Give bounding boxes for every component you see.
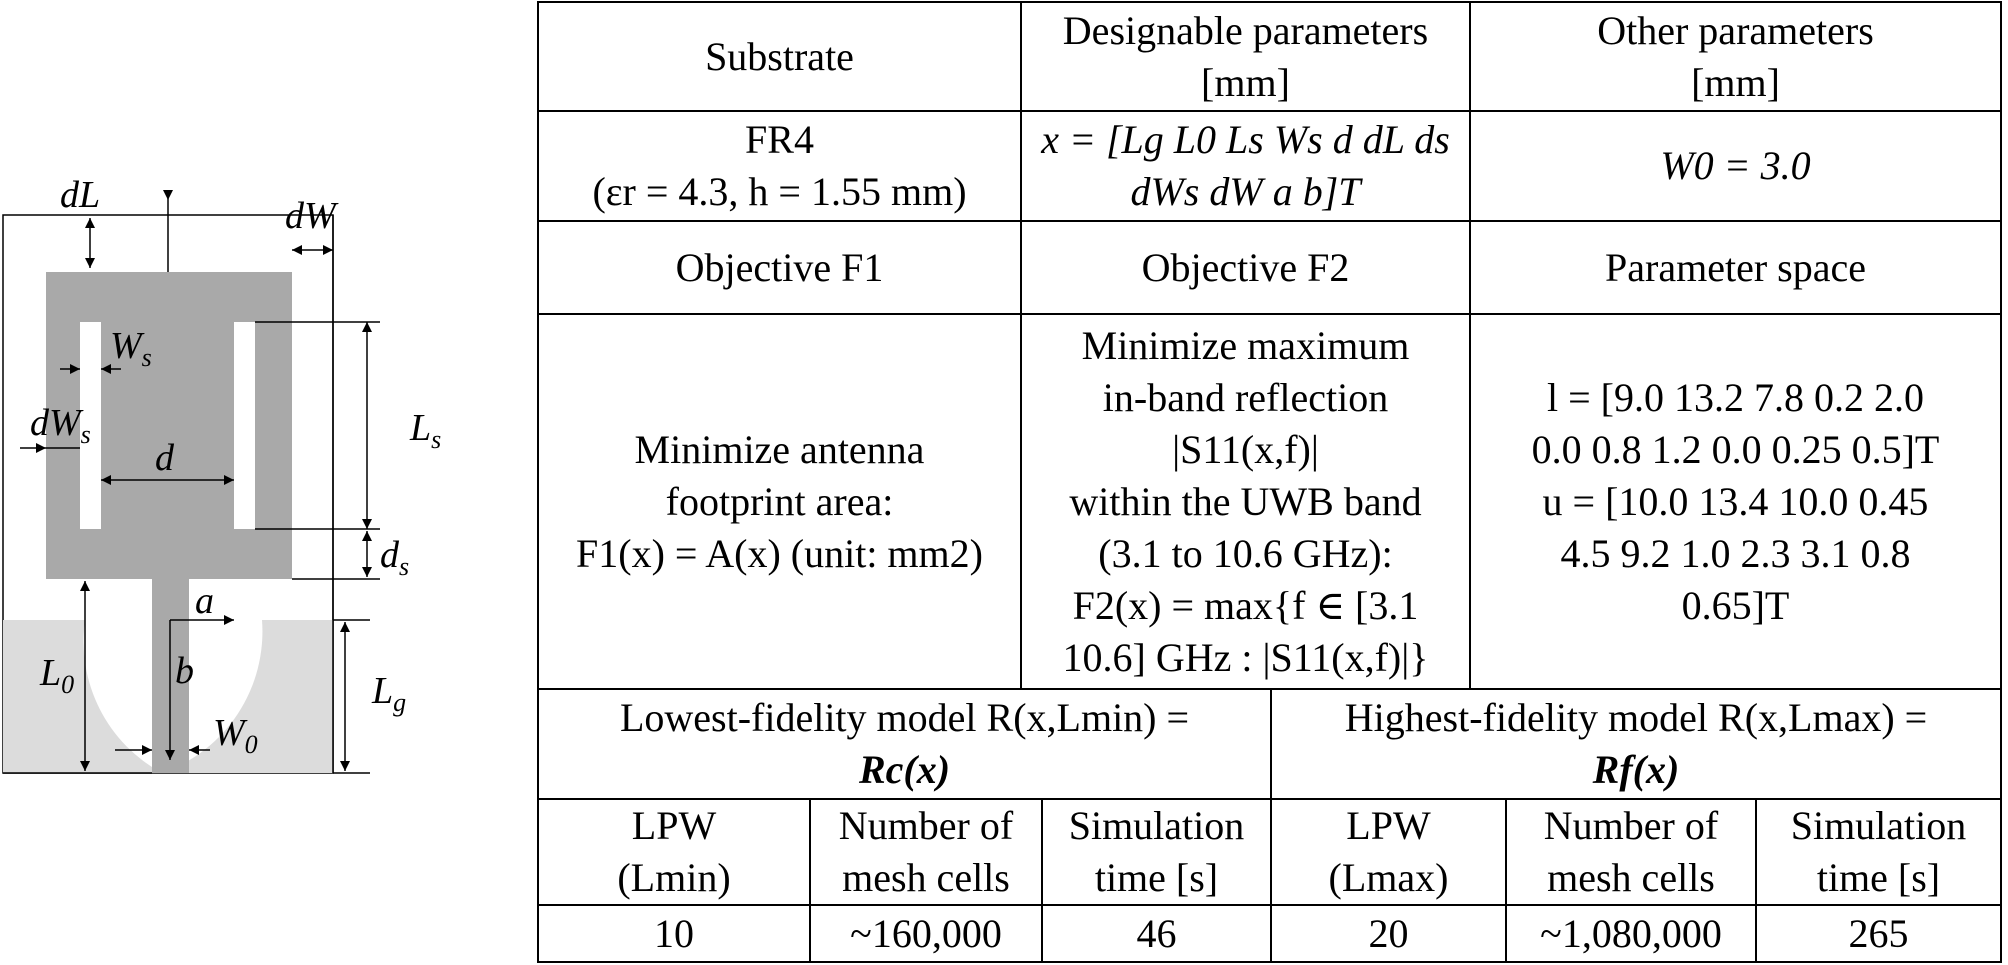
high-time-value: 265 [1848,910,1909,956]
other-value: W0 = 3.0 [1660,143,1811,188]
label-W0: $W_0$ [213,712,258,759]
header-row [539,3,2000,112]
label-L0: $L_0$ [40,652,75,699]
objective-f2-header: Objective F2 [1022,222,1471,313]
low-mesh-header: Number of mesh cells [811,800,1043,904]
low-time-header: Simulation time [s] [1043,800,1272,904]
low-lpw-header: LPW (Lmin) [539,800,811,904]
label-Ls: $L_s$ [410,407,442,454]
low-time-value: 46 [1043,906,1272,961]
designable-vector: x = [Lg L0 Ls Ws d dL ds dWs dW a b]T [1022,112,1471,220]
low-mesh-value: ~160,000 [811,906,1043,961]
parameter-table [537,1,2002,963]
substrate-header: Substrate [539,3,1022,110]
objective-f2-text: Minimize maximum in-band reflection |S11(x,f)| within the UWB band (3.1 to 10.6 GHz): F2(x) = max{f ∈ [3.1 10.6] GHz : |S11(x,f)|} [1022,315,1471,688]
objective-f1-text: Minimize antenna footprint area: F1(x) = A(x) (unit: mm2) [539,315,1022,688]
objectives-row [539,315,2000,690]
objective-f1-header: Objective F1 [539,222,1022,313]
designable-header: Designable parameters [mm] [1022,3,1471,110]
label-d: d [155,437,174,479]
other-header: Other parameters [mm] [1597,7,1874,105]
label-dL: dL [60,174,101,216]
high-time-header: Simulation time [s] [1790,803,1967,900]
antenna-geometry-diagram [0,0,537,965]
objectives-header-row [539,222,2000,315]
high-mesh-header: Number of mesh cells [1507,800,1757,904]
label-dWs: $dW_s$ [30,402,91,449]
low-lpw-value: 10 [539,906,811,961]
parameter-space-bounds: l = [9.0 13.2 7.8 0.2 2.0 0.0 0.8 1.2 0.0 0.25 0.5]T u = [10.0 13.4 10.0 0.45 4.5 9.2 1.0 2.3 3.1 0.8 0.65]T [1531,374,1940,628]
label-Ws: $W_s$ [110,325,152,372]
high-lpw-value: 20 [1272,906,1507,961]
lowest-fidelity-header: Lowest-fidelity model R(x,Lmin) = Rc(x) [539,690,1272,798]
label-Lg: $L_g$ [372,670,407,717]
values-row [539,112,2000,222]
data-row [539,906,2000,961]
highest-fidelity-header: Highest-fidelity model R(x,Lmax) = Rf(x) [1344,695,1928,792]
label-dW: dW [285,195,336,237]
models-row [539,690,2000,800]
columns-row [539,800,2000,906]
label-b: b [175,650,194,692]
parameter-space-header: Parameter space [1605,244,1866,290]
label-a: a [195,580,214,622]
high-mesh-value: ~1,080,000 [1507,906,1757,961]
high-lpw-header: LPW (Lmax) [1272,800,1507,904]
substrate-value: FR4 (εr = 4.3, h = 1.55 mm) [539,112,1022,220]
slot-right [234,322,255,529]
label-ds: $d_s$ [380,534,410,581]
